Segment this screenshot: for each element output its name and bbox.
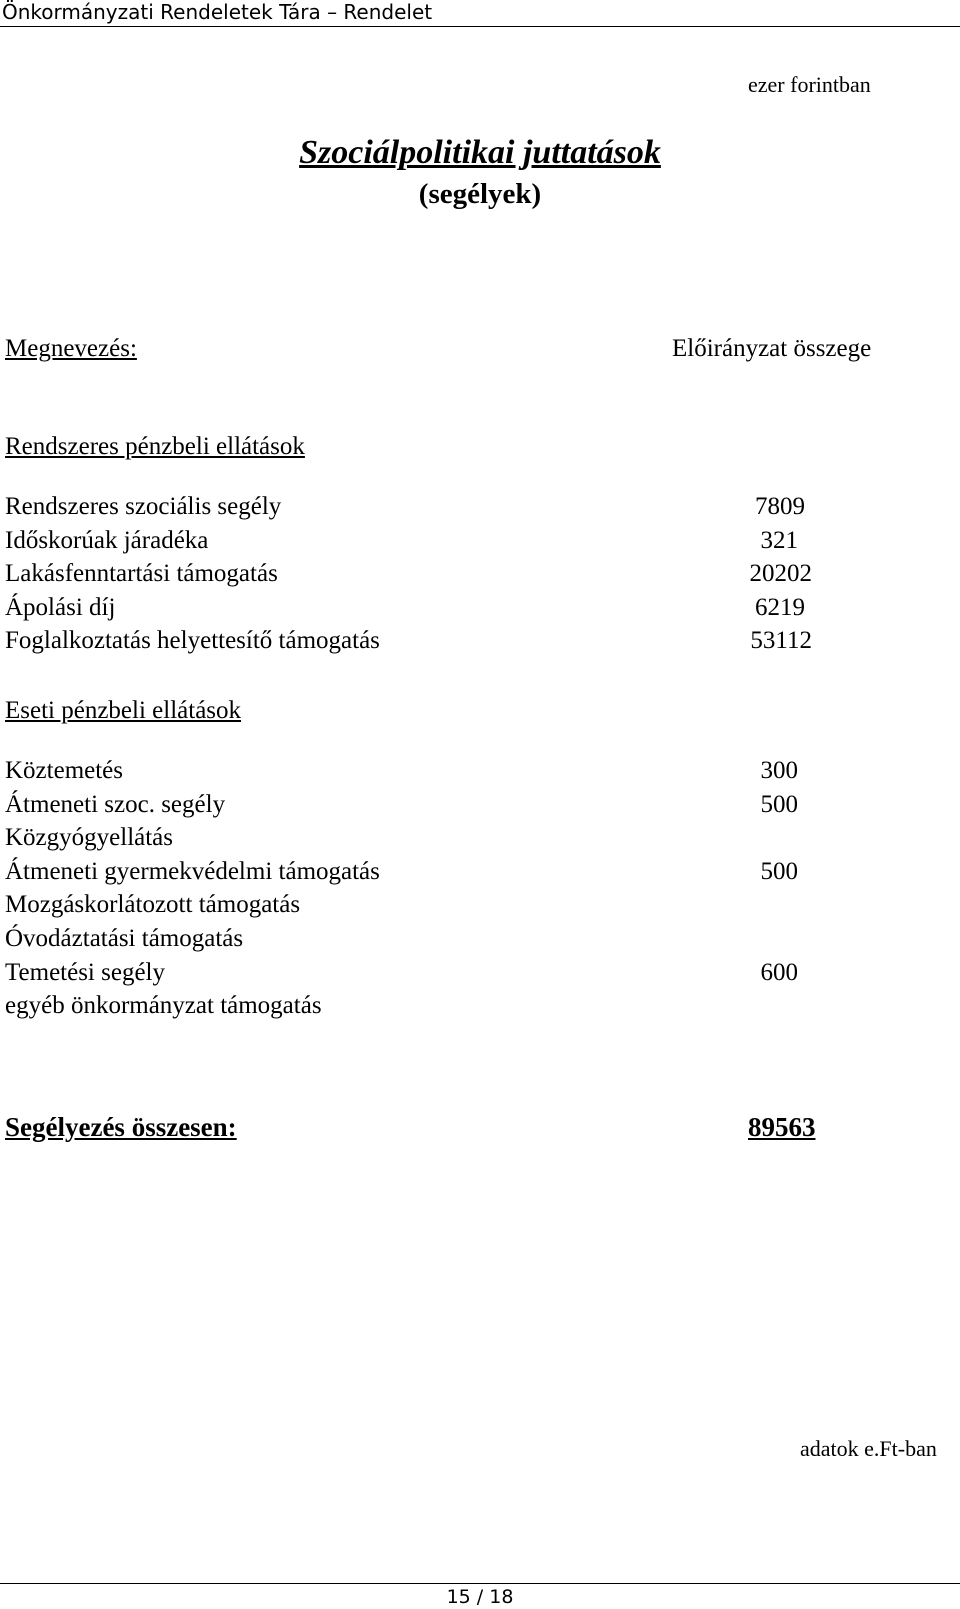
row-value: 53112	[750, 627, 812, 655]
row-label: Átmeneti gyermekvédelmi támogatás	[5, 857, 380, 885]
total-value: 89563	[748, 1112, 816, 1142]
column-header-amount: Előirányzat összege	[672, 335, 872, 362]
table-row	[5, 754, 805, 788]
column-header-name: Megnevezés:	[5, 335, 137, 362]
page-number: 15 / 18	[446, 1586, 514, 1608]
table-row	[5, 490, 805, 524]
row-label: Közgyógyellátás	[5, 824, 174, 852]
table-row	[5, 989, 805, 1023]
row-label: Lakásfenntartási támogatás	[5, 560, 278, 588]
total-label: Segélyezés összesen:	[5, 1112, 237, 1142]
row-value: 7809	[755, 493, 805, 520]
row-value: 600	[760, 958, 798, 986]
table-row	[5, 591, 805, 625]
row-value: 500	[760, 857, 798, 885]
table-row	[5, 624, 812, 658]
table-row	[5, 855, 805, 889]
section-heading-regular: Rendszeres pénzbeli ellátások	[5, 433, 305, 460]
row-value: 6219	[755, 593, 805, 621]
document-subtitle: (segélyek)	[418, 178, 542, 210]
row-label: Óvodáztatási támogatás	[5, 924, 244, 952]
row-label: Mozgáskorlátozott támogatás	[5, 891, 301, 919]
table-row	[5, 788, 805, 822]
row-value: 321	[760, 526, 798, 554]
document-title: Szociálpolitikai juttatások	[299, 134, 661, 171]
row-label: Időskorúak járadéka	[5, 526, 209, 554]
table-row	[5, 524, 805, 558]
row-label: Ápolási díj	[5, 593, 116, 621]
table-row	[5, 557, 812, 591]
section-rows-occasional	[5, 754, 805, 1023]
row-label: egyéb önkormányzat támogatás	[5, 992, 322, 1020]
row-value: 300	[760, 757, 798, 784]
row-label: Köztemetés	[5, 757, 124, 784]
row-label: Átmeneti szoc. segély	[5, 790, 226, 818]
footer-divider	[0, 1583, 960, 1584]
section-rows-regular	[5, 490, 812, 658]
row-value: 500	[760, 790, 798, 818]
unit-note-bottom: adatok e.Ft-ban	[800, 1436, 937, 1461]
section-heading-occasional: Eseti pénzbeli ellátások	[5, 697, 242, 724]
table-row	[5, 888, 805, 922]
unit-note-top: ezer forintban	[748, 72, 871, 97]
table-row	[5, 922, 805, 956]
row-label: Temetési segély	[5, 958, 165, 986]
row-label: Foglalkoztatás helyettesítő támogatás	[5, 627, 380, 655]
table-row	[5, 821, 805, 855]
document-header: Önkormányzati Rendeletek Tára – Rendelet	[0, 0, 960, 27]
table-row	[5, 956, 805, 990]
row-value: 20202	[749, 560, 812, 588]
row-label: Rendszeres szociális segély	[5, 493, 282, 520]
